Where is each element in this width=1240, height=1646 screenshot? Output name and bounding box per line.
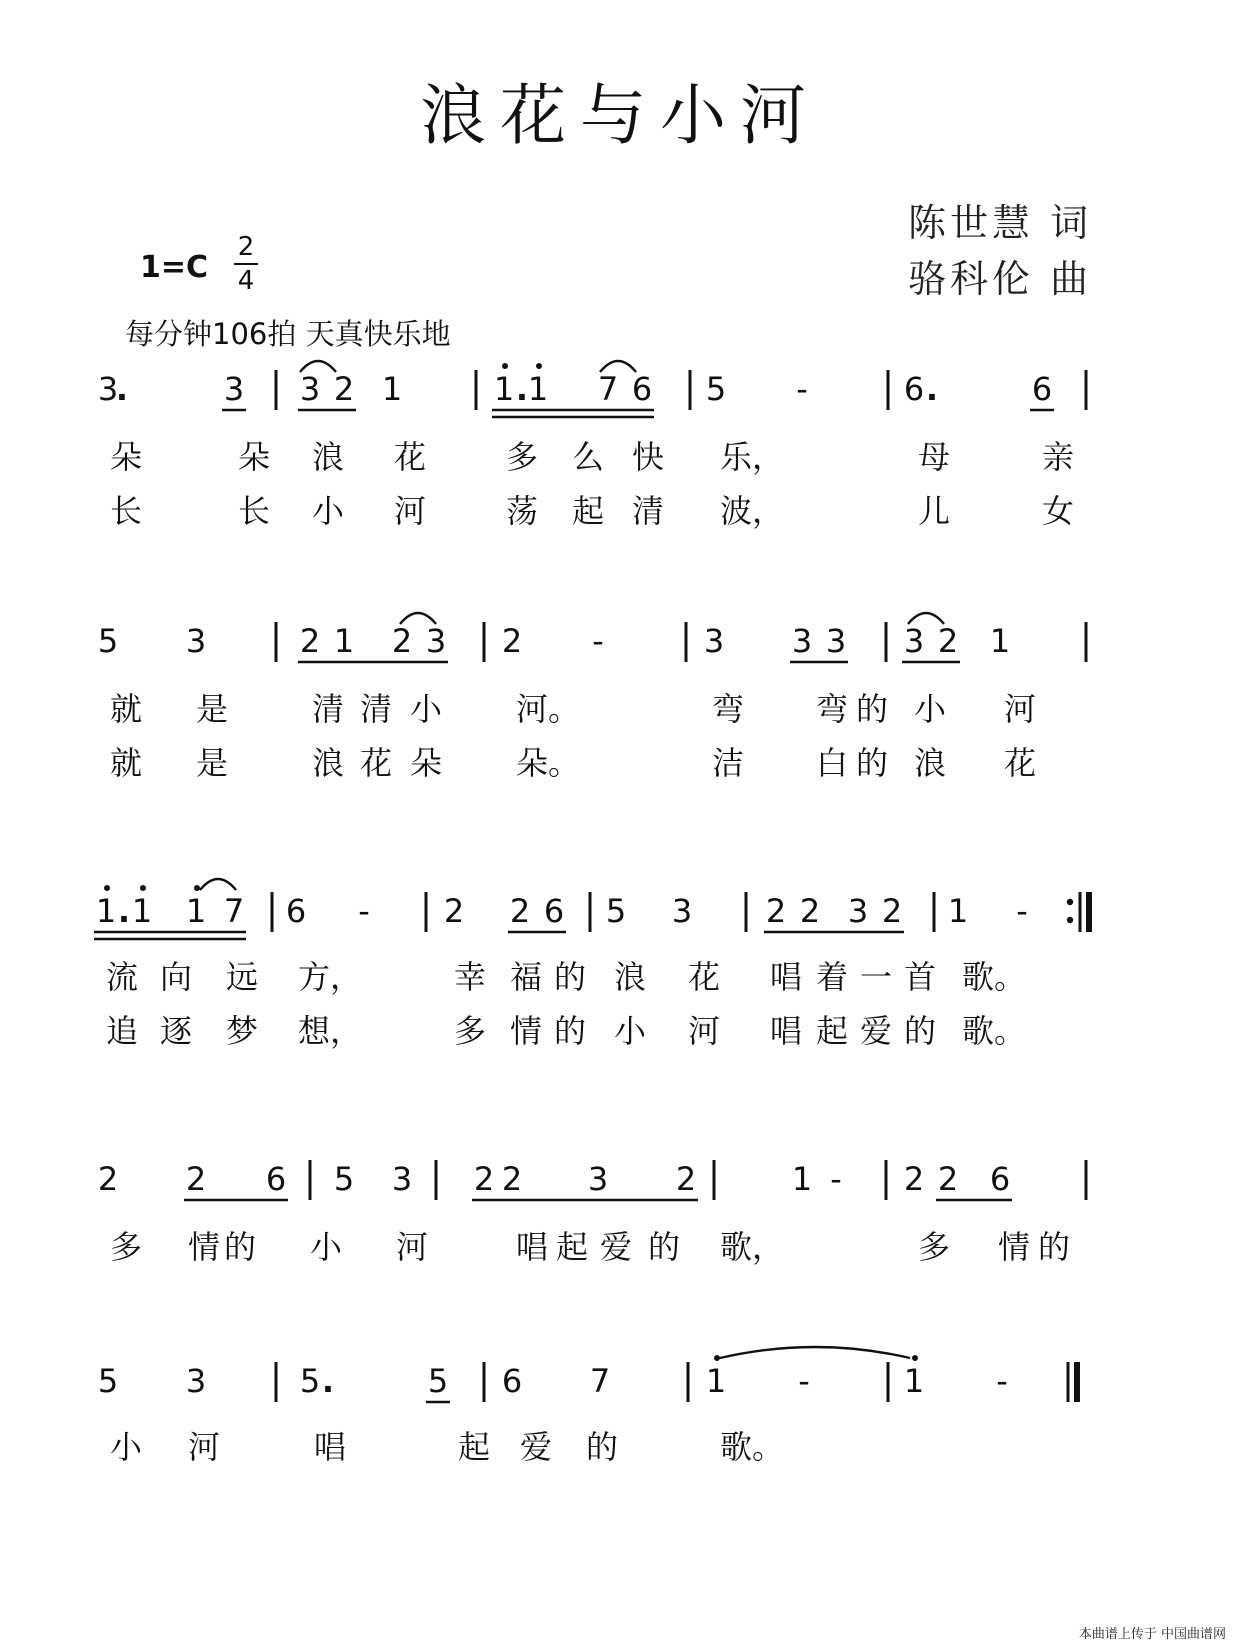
lyric-char: 的 — [554, 958, 587, 996]
lyric-char: 起 — [458, 1428, 491, 1466]
lyric-char: 河 — [394, 492, 427, 530]
note-digit: 1 — [903, 1362, 925, 1400]
note-digit: 7 — [223, 892, 245, 930]
note-digit: 6 — [501, 1362, 523, 1400]
repeat-barline-thick — [1086, 892, 1092, 932]
note-digit: 2 — [299, 622, 321, 660]
lyric-char: 母 — [918, 438, 951, 476]
high-octave-dot — [536, 363, 542, 369]
time-denominator: 4 — [237, 266, 255, 296]
footer-credit: 本曲谱上传于 中国曲谱网 — [1078, 1627, 1226, 1642]
lyric-char: 弯 — [816, 690, 849, 728]
note-digit: 2 — [937, 1160, 959, 1198]
lyric-char: 浪 — [614, 958, 647, 996]
note-digit: 5 — [427, 1362, 449, 1400]
note-digit: 3 — [847, 892, 869, 930]
sustain-dash: - — [996, 1362, 1008, 1400]
lyric-char: 是 — [196, 744, 229, 782]
note-digit: 7 — [597, 370, 619, 408]
lyric-char: 多 — [506, 438, 539, 476]
note-digit: 1 — [95, 892, 117, 930]
lyric-char: 清 — [360, 690, 393, 728]
note-digit: 2 — [443, 892, 465, 930]
note-digit: 2 — [333, 370, 355, 408]
lyric-char: 长 — [238, 492, 271, 530]
lyric-char: 亲 — [1042, 438, 1075, 476]
lyric-char: 首 — [904, 958, 937, 996]
lyric-char: 逐 — [160, 1012, 193, 1050]
note-digit: 1 — [333, 622, 355, 660]
note-digit: 5 — [705, 370, 727, 408]
note-digit: 2 — [501, 622, 523, 660]
lyric-char: 追 — [106, 1012, 139, 1050]
lyric-char: 爱 — [520, 1428, 553, 1466]
lyric-char: 朵 — [238, 438, 271, 476]
tempo-marking: 每分钟106拍 天真快乐地 — [125, 317, 451, 351]
note-digit: 3 — [185, 1362, 207, 1400]
lyric-char: 向 — [160, 958, 193, 996]
repeat-dot — [1067, 899, 1073, 905]
note-digit: 3 — [97, 370, 119, 408]
lyric-char: 荡 — [506, 492, 539, 530]
lyric-char: 爱 — [860, 1012, 893, 1050]
note-digit: 1 — [131, 892, 153, 930]
note-digit: 6 — [903, 370, 925, 408]
lyric-char: 着 — [816, 958, 849, 996]
lyric-char: 洁 — [712, 744, 745, 782]
slur — [200, 879, 236, 890]
note-digit: 3 — [825, 622, 847, 660]
lyric-char: 的 — [554, 1012, 587, 1050]
lyric-char: 的 — [904, 1012, 937, 1050]
lyric-char: 河。 — [516, 690, 581, 728]
lyric-char: 多 — [454, 1012, 487, 1050]
time-numerator: 2 — [237, 232, 255, 262]
note-digit: 1 — [791, 1160, 813, 1198]
lyric-char: 爱 — [600, 1228, 633, 1266]
lyric-char: 的 — [648, 1228, 681, 1266]
note-digit: 5 — [299, 1362, 321, 1400]
note-digit: 1 — [493, 370, 515, 408]
composer-credit: 骆科伦 曲 — [908, 257, 1093, 301]
lyric-char: 方， — [298, 958, 363, 996]
note-digit: 5 — [97, 622, 119, 660]
note-digit: 6 — [989, 1160, 1011, 1198]
note-digit: 2 — [391, 622, 413, 660]
note-digit: 2 — [881, 892, 903, 930]
lyric-char: 起 — [816, 1012, 849, 1050]
note-digit: 6 — [1031, 370, 1053, 408]
lyric-char: 河 — [188, 1428, 221, 1466]
slur — [720, 1347, 910, 1358]
lyric-char: 远 — [226, 958, 259, 996]
lyric-char: 多 — [110, 1228, 143, 1266]
lyric-char: 流 — [106, 958, 139, 996]
lyric-char: 就 — [110, 690, 143, 728]
lyric-char: 小 — [614, 1012, 647, 1050]
note-digit: 2 — [903, 1160, 925, 1198]
lyric-char: 浪 — [312, 438, 345, 476]
lyric-char: 河 — [396, 1228, 429, 1266]
lyric-char: 情 — [188, 1228, 221, 1266]
dot-mark: . — [321, 1362, 335, 1400]
lyric-char: 花 — [394, 438, 427, 476]
note-digit: 6 — [631, 370, 653, 408]
note-digit: 5 — [605, 892, 627, 930]
lyric-char: 歌， — [720, 1228, 785, 1266]
lyric-char: 女 — [1042, 492, 1075, 530]
dot-mark: . — [515, 370, 529, 408]
sustain-dash: - — [358, 892, 370, 930]
lyric-char: 的 — [856, 690, 889, 728]
key-signature: 1=C — [140, 250, 209, 285]
lyric-char: 河 — [688, 1012, 721, 1050]
note-digit: 3 — [671, 892, 693, 930]
note-digit: 1 — [527, 370, 549, 408]
note-digit: 7 — [589, 1362, 611, 1400]
note-digit: 6 — [543, 892, 565, 930]
high-octave-dot — [104, 885, 110, 891]
note-digit: 2 — [675, 1160, 697, 1198]
lyric-char: 白 — [816, 744, 849, 782]
note-digit: 3 — [791, 622, 813, 660]
note-digit: 2 — [185, 1160, 207, 1198]
lyric-char: 唱 — [516, 1228, 549, 1266]
lyric-char: 就 — [110, 744, 143, 782]
repeat-dot — [1067, 917, 1073, 923]
lyric-char: 浪 — [914, 744, 947, 782]
lyric-char: 起 — [556, 1228, 589, 1266]
lyric-char: 花 — [688, 958, 721, 996]
final-barline-thick — [1074, 1362, 1080, 1402]
lyric-char: 歌。 — [962, 1012, 1027, 1050]
note-digit: 3 — [703, 622, 725, 660]
note-digit: 2 — [97, 1160, 119, 1198]
lyric-char: 儿 — [918, 492, 951, 530]
lyric-char: 朵 — [410, 744, 443, 782]
lyric-char: 的 — [586, 1428, 619, 1466]
high-octave-dot — [140, 885, 146, 891]
note-digit: 2 — [509, 892, 531, 930]
lyric-char: 浪 — [312, 744, 345, 782]
lyric-char: 清 — [312, 690, 345, 728]
note-digit: 1 — [185, 892, 207, 930]
dot-mark: . — [117, 892, 131, 930]
lyric-char: 小 — [310, 1228, 343, 1266]
lyric-char: 小 — [914, 690, 947, 728]
lyric-char: 河 — [1004, 690, 1037, 728]
high-octave-dot — [714, 1355, 720, 1361]
lyricist-credit: 陈世慧 词 — [908, 201, 1093, 245]
song-title: 浪花与小河 — [420, 77, 820, 154]
note-digit: 5 — [97, 1362, 119, 1400]
note-digit: 6 — [265, 1160, 287, 1198]
lyric-char: 歌。 — [962, 958, 1027, 996]
high-octave-dot — [502, 363, 508, 369]
lyric-char: 多 — [918, 1228, 951, 1266]
lyric-char: 梦 — [226, 1012, 259, 1050]
lyric-char: 的 — [856, 744, 889, 782]
high-octave-dot — [912, 1355, 918, 1361]
note-digit: 3 — [903, 622, 925, 660]
lyric-char: 乐， — [720, 438, 785, 476]
lyric-char: 小 — [312, 492, 345, 530]
dot-mark: . — [115, 370, 129, 408]
lyric-char: 长 — [110, 492, 143, 530]
note-digit: 3 — [185, 622, 207, 660]
lyric-char: 小 — [410, 690, 443, 728]
dot-mark: . — [925, 370, 939, 408]
lyric-char: 的 — [224, 1228, 257, 1266]
lyric-char: 情 — [510, 1012, 543, 1050]
lyric-char: 花 — [360, 744, 393, 782]
lyric-char: 情 — [998, 1228, 1031, 1266]
note-digit: 1 — [381, 370, 403, 408]
lyric-char: 起 — [572, 492, 605, 530]
lyric-char: 想， — [298, 1012, 363, 1050]
note-digit: 5 — [333, 1160, 355, 1198]
note-digit: 1 — [705, 1362, 727, 1400]
lyric-char: 唱 — [770, 958, 803, 996]
lyric-char: 清 — [632, 492, 665, 530]
note-digit: 3 — [425, 622, 447, 660]
note-digit: 3 — [299, 370, 321, 408]
note-digit: 2 — [473, 1160, 495, 1198]
note-digit: 3 — [223, 370, 245, 408]
sustain-dash: - — [1016, 892, 1028, 930]
sustain-dash: - — [798, 1362, 810, 1400]
lyric-char: 么 — [572, 438, 605, 476]
lyric-char: 幸 — [454, 958, 487, 996]
note-digit: 1 — [947, 892, 969, 930]
note-digit: 3 — [391, 1160, 413, 1198]
note-digit: 1 — [989, 622, 1011, 660]
lyric-char: 朵 — [110, 438, 143, 476]
sustain-dash: - — [830, 1160, 842, 1198]
note-digit: 2 — [799, 892, 821, 930]
note-digit: 2 — [765, 892, 787, 930]
lyric-char: 快 — [632, 438, 665, 476]
lyric-char: 是 — [196, 690, 229, 728]
sustain-dash: - — [592, 622, 604, 660]
lyric-char: 唱 — [770, 1012, 803, 1050]
high-octave-dot — [194, 885, 200, 891]
note-digit: 2 — [937, 622, 959, 660]
note-digit: 3 — [587, 1160, 609, 1198]
lyric-char: 歌。 — [720, 1428, 785, 1466]
lyric-char: 唱 — [314, 1428, 347, 1466]
lyric-char: 弯 — [712, 690, 745, 728]
lyric-char: 的 — [1038, 1228, 1071, 1266]
lyric-char: 小 — [110, 1428, 143, 1466]
lyric-char: 花 — [1004, 744, 1037, 782]
lyric-char: 一 — [860, 958, 893, 996]
lyric-char: 福 — [510, 958, 543, 996]
note-digit: 6 — [285, 892, 307, 930]
lyric-char: 朵。 — [516, 744, 581, 782]
sustain-dash: - — [796, 370, 808, 408]
note-digit: 2 — [501, 1160, 523, 1198]
lyric-char: 波， — [720, 492, 785, 530]
